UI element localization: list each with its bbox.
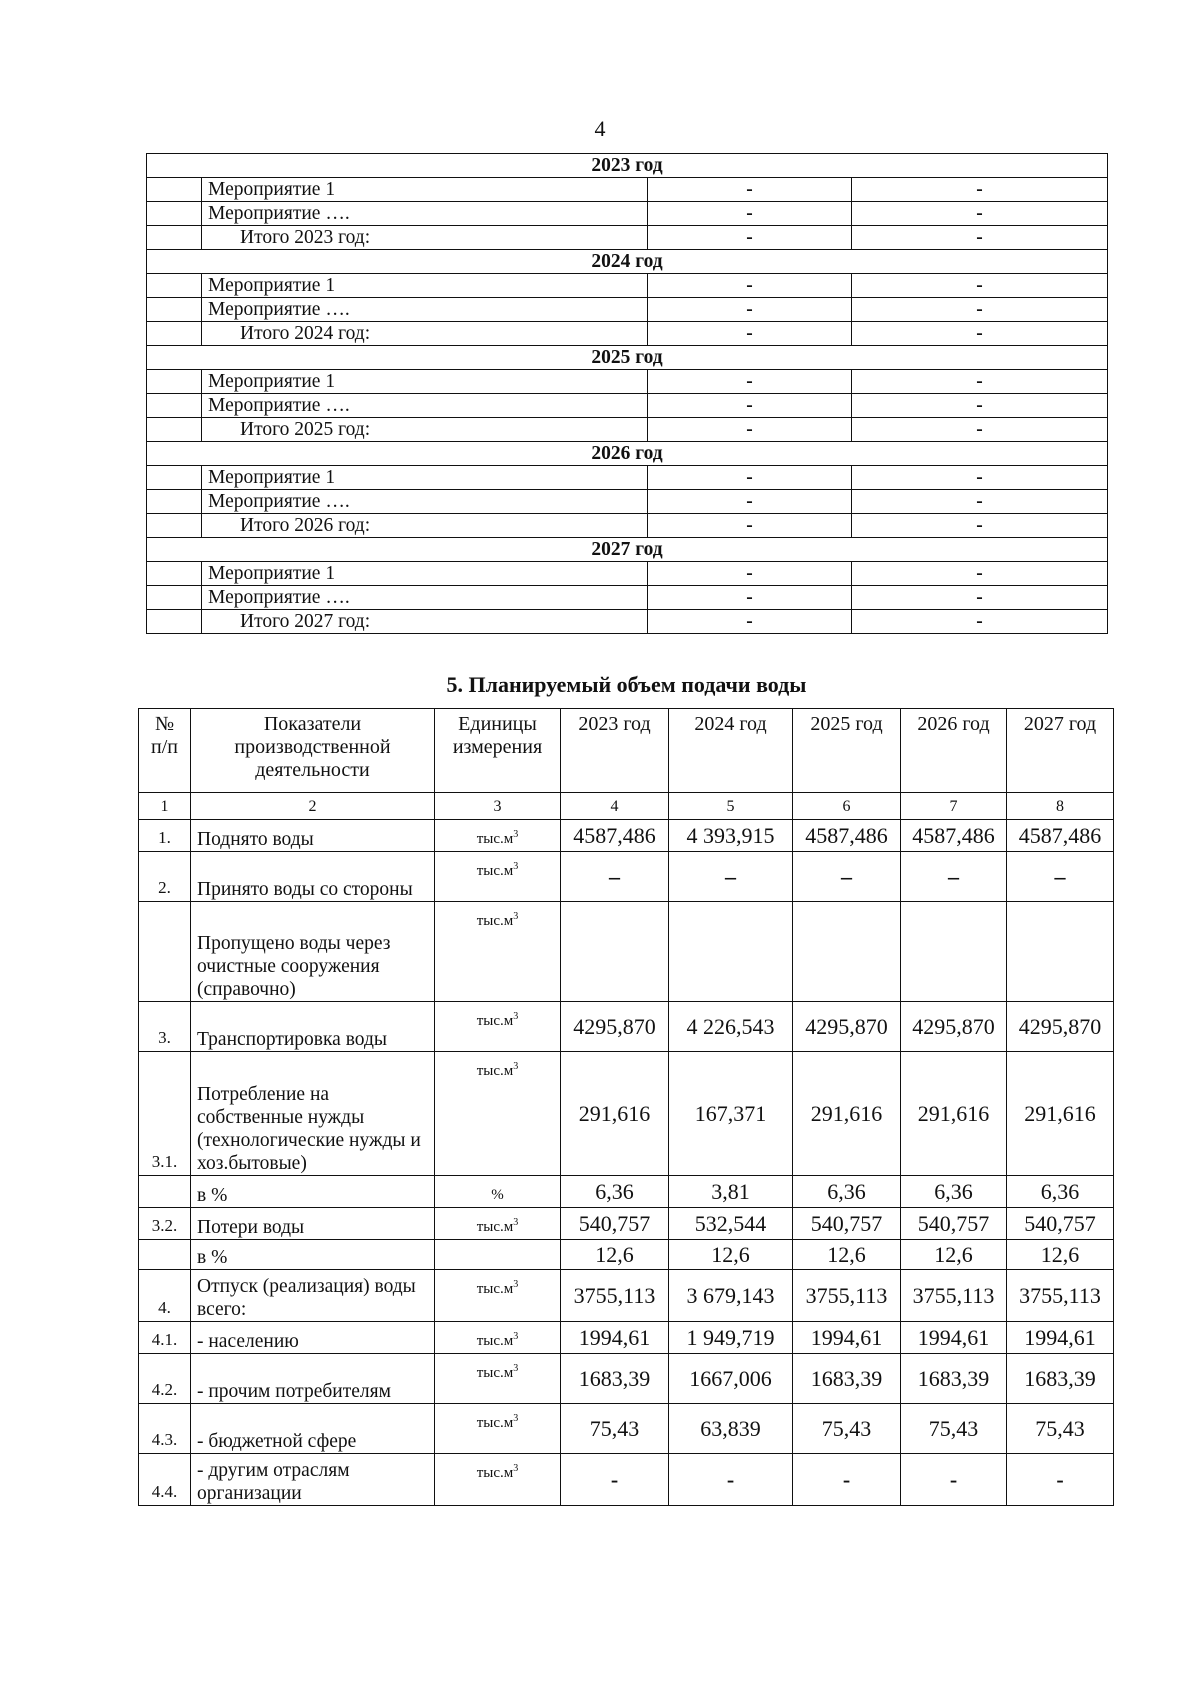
empty-cell <box>147 322 202 346</box>
measure-value: - <box>648 322 852 346</box>
measure-value: - <box>852 514 1108 538</box>
value-cell: 4587,486 <box>793 820 901 852</box>
unit-cell <box>435 1208 561 1240</box>
year-header-row <box>147 538 1108 562</box>
measure-value: - <box>852 370 1108 394</box>
measure-row <box>147 466 1108 490</box>
measure-value: - <box>648 610 852 634</box>
value-cell: 6,36 <box>901 1176 1007 1208</box>
value-cell: 4 226,543 <box>669 1002 793 1052</box>
unit-cell <box>435 1240 561 1270</box>
value-cell: 75,43 <box>793 1404 901 1454</box>
measure-label: Мероприятие 1 <box>202 562 648 586</box>
unit-superscript: 3 <box>513 911 519 922</box>
unit-text: тыс.м <box>476 1013 514 1029</box>
unit-cell <box>435 1176 561 1208</box>
unit-text: тыс.м <box>476 1281 514 1297</box>
measure-row <box>147 178 1108 202</box>
measure-label: Мероприятие …. <box>202 490 648 514</box>
total-label: Итого 2025 год: <box>202 418 648 442</box>
measure-value: - <box>648 418 852 442</box>
column-number: 7 <box>901 793 1007 820</box>
value-cell <box>901 902 1007 1002</box>
measure-row <box>147 322 1108 346</box>
value-cell: 540,757 <box>793 1208 901 1240</box>
value-cell: 1994,61 <box>561 1322 669 1354</box>
unit-cell <box>435 1052 561 1176</box>
indicator-name: Поднято воды <box>191 820 435 852</box>
value-cell: 6,36 <box>1007 1176 1114 1208</box>
value-cell: - <box>669 1454 793 1506</box>
unit-superscript: 3 <box>513 1413 519 1424</box>
row-number: 4.1. <box>139 1322 191 1354</box>
indicator-name: в % <box>191 1176 435 1208</box>
measure-value: - <box>852 610 1108 634</box>
unit-cell <box>435 1404 561 1454</box>
row-number: 4.3. <box>139 1404 191 1454</box>
unit-cell <box>435 902 561 1002</box>
measure-value: - <box>648 202 852 226</box>
unit-superscript: 3 <box>513 1363 519 1374</box>
value-cell: 4295,870 <box>901 1002 1007 1052</box>
value-cell: 3755,113 <box>561 1270 669 1322</box>
row-number: 2. <box>139 852 191 902</box>
value-cell: 4587,486 <box>1007 820 1114 852</box>
column-number: 4 <box>561 793 669 820</box>
measure-row <box>147 514 1108 538</box>
header-row <box>139 709 1114 793</box>
value-cell: 1994,61 <box>793 1322 901 1354</box>
total-label: Итого 2027 год: <box>202 610 648 634</box>
value-cell: 3755,113 <box>901 1270 1007 1322</box>
value-cell: 6,36 <box>561 1176 669 1208</box>
measure-value: - <box>852 298 1108 322</box>
value-cell <box>561 902 669 1002</box>
value-cell: 12,6 <box>793 1240 901 1270</box>
measure-value: - <box>648 370 852 394</box>
measure-value: - <box>852 202 1108 226</box>
total-label: Итого 2023 год: <box>202 226 648 250</box>
value-cell: 3 679,143 <box>669 1270 793 1322</box>
measure-row <box>147 418 1108 442</box>
column-number: 1 <box>139 793 191 820</box>
measure-value: - <box>648 562 852 586</box>
measure-label: Мероприятие …. <box>202 298 648 322</box>
value-cell: 6,36 <box>793 1176 901 1208</box>
value-cell: 1683,39 <box>901 1354 1007 1404</box>
table-row <box>139 1322 1114 1354</box>
indicator-name: Принято воды со стороны <box>191 852 435 902</box>
value-cell: 75,43 <box>901 1404 1007 1454</box>
table-row <box>139 852 1114 902</box>
measure-row <box>147 202 1108 226</box>
total-label: Итого 2024 год: <box>202 322 648 346</box>
measure-label: Мероприятие …. <box>202 586 648 610</box>
year-header-row <box>147 250 1108 274</box>
indicator-name: в % <box>191 1240 435 1270</box>
empty-cell <box>147 418 202 442</box>
measure-row <box>147 274 1108 298</box>
value-cell: 3755,113 <box>793 1270 901 1322</box>
unit-text: тыс.м <box>476 831 514 847</box>
unit-text: тыс.м <box>476 1063 514 1079</box>
value-cell: 4 393,915 <box>669 820 793 852</box>
value-cell: 1994,61 <box>1007 1322 1114 1354</box>
measure-label: Мероприятие 1 <box>202 274 648 298</box>
unit-cell <box>435 820 561 852</box>
measure-label: Мероприятие …. <box>202 202 648 226</box>
measure-value: - <box>648 394 852 418</box>
table-row <box>139 902 1114 1002</box>
value-cell: 540,757 <box>901 1208 1007 1240</box>
value-cell: 1683,39 <box>561 1354 669 1404</box>
unit-superscript: 3 <box>513 1217 519 1228</box>
value-cell: - <box>793 1454 901 1506</box>
measure-value: - <box>648 178 852 202</box>
header-cell: Единицы измерения <box>435 709 561 793</box>
measure-row <box>147 370 1108 394</box>
column-number: 8 <box>1007 793 1114 820</box>
row-number: 3.1. <box>139 1052 191 1176</box>
empty-cell <box>147 586 202 610</box>
value-cell: 291,616 <box>901 1052 1007 1176</box>
row-number: 3. <box>139 1002 191 1052</box>
measure-row <box>147 394 1108 418</box>
value-cell: 4295,870 <box>561 1002 669 1052</box>
indicator-name: - населению <box>191 1322 435 1354</box>
section-title: 5. Планируемый объем подачи воды <box>446 672 807 697</box>
value-cell: 4295,870 <box>793 1002 901 1052</box>
indicator-name: - другим отраслям организации <box>191 1454 435 1506</box>
value-cell: 167,371 <box>669 1052 793 1176</box>
empty-cell <box>147 394 202 418</box>
empty-cell <box>147 490 202 514</box>
measure-label: Мероприятие 1 <box>202 178 648 202</box>
row-number: 4.2. <box>139 1354 191 1404</box>
indicator-name: - бюджетной сфере <box>191 1404 435 1454</box>
value-cell: - <box>901 1454 1007 1506</box>
value-cell: – <box>1007 852 1114 902</box>
value-cell: 291,616 <box>1007 1052 1114 1176</box>
unit-cell <box>435 1270 561 1322</box>
value-cell: 12,6 <box>901 1240 1007 1270</box>
year-heading: 2025 год <box>147 346 1108 370</box>
unit-superscript: 3 <box>513 1279 519 1290</box>
unit-superscript: 3 <box>513 829 519 840</box>
year-header-row <box>147 346 1108 370</box>
row-number: 1. <box>139 820 191 852</box>
measure-value: - <box>852 562 1108 586</box>
water-supply-table <box>138 708 1114 1506</box>
unit-text: тыс.м <box>476 1465 514 1481</box>
value-cell: 540,757 <box>1007 1208 1114 1240</box>
empty-cell <box>147 202 202 226</box>
value-cell: 1667,006 <box>669 1354 793 1404</box>
value-cell: 4587,486 <box>901 820 1007 852</box>
unit-superscript: 3 <box>513 1061 519 1072</box>
measure-row <box>147 298 1108 322</box>
unit-superscript: 3 <box>513 1011 519 1022</box>
indicator-name: Потребление на собственные нужды (технологические нужды и хоз.бытовые) <box>191 1052 435 1176</box>
empty-cell <box>147 298 202 322</box>
row-number <box>139 1176 191 1208</box>
measure-row <box>147 226 1108 250</box>
value-cell: 4587,486 <box>561 820 669 852</box>
header-cell: 2027 год <box>1007 709 1114 793</box>
row-number <box>139 902 191 1002</box>
value-cell: – <box>793 852 901 902</box>
measure-value: - <box>648 514 852 538</box>
row-number: 3.2. <box>139 1208 191 1240</box>
value-cell: 291,616 <box>793 1052 901 1176</box>
unit-text: тыс.м <box>476 1333 514 1349</box>
value-cell: 532,544 <box>669 1208 793 1240</box>
value-cell <box>793 902 901 1002</box>
value-cell: 1683,39 <box>793 1354 901 1404</box>
table-row <box>139 1354 1114 1404</box>
measure-value: - <box>852 394 1108 418</box>
value-cell: 1994,61 <box>901 1322 1007 1354</box>
value-cell: 4295,870 <box>1007 1002 1114 1052</box>
measure-value: - <box>852 274 1108 298</box>
measure-value: - <box>648 466 852 490</box>
value-cell: 12,6 <box>561 1240 669 1270</box>
measure-value: - <box>852 466 1108 490</box>
value-cell: 75,43 <box>561 1404 669 1454</box>
unit-text: тыс.м <box>476 1415 514 1431</box>
unit-superscript: 3 <box>513 1463 519 1474</box>
indicator-name: - прочим потребителям <box>191 1354 435 1404</box>
measure-label: Мероприятие 1 <box>202 370 648 394</box>
column-number: 3 <box>435 793 561 820</box>
column-number-row <box>139 793 1114 820</box>
value-cell: 12,6 <box>1007 1240 1114 1270</box>
header-cell: 2023 год <box>561 709 669 793</box>
measure-value: - <box>852 418 1108 442</box>
measure-label: Мероприятие …. <box>202 394 648 418</box>
row-number: 4. <box>139 1270 191 1322</box>
measure-value: - <box>852 322 1108 346</box>
value-cell: 63,839 <box>669 1404 793 1454</box>
empty-cell <box>147 226 202 250</box>
table-row <box>139 1176 1114 1208</box>
value-cell <box>1007 902 1114 1002</box>
value-cell: 291,616 <box>561 1052 669 1176</box>
total-label: Итого 2026 год: <box>202 514 648 538</box>
unit-text: тыс.м <box>476 1365 514 1381</box>
measures-table <box>146 153 1108 634</box>
measure-value: - <box>648 490 852 514</box>
indicator-name: Потери воды <box>191 1208 435 1240</box>
value-cell: 12,6 <box>669 1240 793 1270</box>
table-row <box>139 1208 1114 1240</box>
year-heading: 2027 год <box>147 538 1108 562</box>
unit-cell <box>435 1002 561 1052</box>
column-number: 6 <box>793 793 901 820</box>
value-cell: 1683,39 <box>1007 1354 1114 1404</box>
measure-value: - <box>852 586 1108 610</box>
unit-text: % <box>491 1187 504 1203</box>
header-cell: Показатели производственной деятельности <box>191 709 435 793</box>
year-header-row <box>147 442 1108 466</box>
year-heading: 2026 год <box>147 442 1108 466</box>
row-number: 4.4. <box>139 1454 191 1506</box>
measure-row <box>147 586 1108 610</box>
unit-cell <box>435 1354 561 1404</box>
measure-row <box>147 610 1108 634</box>
measure-value: - <box>852 178 1108 202</box>
table-row <box>139 1052 1114 1176</box>
unit-text: тыс.м <box>476 1219 514 1235</box>
value-cell: - <box>561 1454 669 1506</box>
year-heading: 2023 год <box>147 154 1108 178</box>
measure-value: - <box>648 586 852 610</box>
page-number: 4 <box>594 116 606 141</box>
value-cell: – <box>669 852 793 902</box>
measure-value: - <box>648 226 852 250</box>
value-cell: - <box>1007 1454 1114 1506</box>
empty-cell <box>147 178 202 202</box>
table-row <box>139 1270 1114 1322</box>
table-row <box>139 1404 1114 1454</box>
measure-value: - <box>648 274 852 298</box>
row-number <box>139 1240 191 1270</box>
header-cell: № п/п <box>139 709 191 793</box>
measure-row <box>147 490 1108 514</box>
value-cell <box>669 902 793 1002</box>
value-cell: 75,43 <box>1007 1404 1114 1454</box>
unit-superscript: 3 <box>513 861 519 872</box>
table-row <box>139 820 1114 852</box>
table-row <box>139 1240 1114 1270</box>
measure-value: - <box>648 298 852 322</box>
unit-cell <box>435 1322 561 1354</box>
unit-superscript: 3 <box>513 1331 519 1342</box>
header-cell: 2026 год <box>901 709 1007 793</box>
column-number: 5 <box>669 793 793 820</box>
table-row <box>139 1454 1114 1506</box>
unit-text: тыс.м <box>476 913 514 929</box>
value-cell: 3755,113 <box>1007 1270 1114 1322</box>
measure-value: - <box>852 490 1108 514</box>
empty-cell <box>147 562 202 586</box>
column-number: 2 <box>191 793 435 820</box>
indicator-name: Пропущено воды через очистные сооружения (справочно) <box>191 902 435 1002</box>
empty-cell <box>147 370 202 394</box>
indicator-name: Отпуск (реализация) воды всего: <box>191 1270 435 1322</box>
empty-cell <box>147 610 202 634</box>
value-cell: 540,757 <box>561 1208 669 1240</box>
header-cell: 2025 год <box>793 709 901 793</box>
indicator-name: Транспортировка воды <box>191 1002 435 1052</box>
year-heading: 2024 год <box>147 250 1108 274</box>
empty-cell <box>147 466 202 490</box>
header-cell: 2024 год <box>669 709 793 793</box>
measure-row <box>147 562 1108 586</box>
value-cell: 3,81 <box>669 1176 793 1208</box>
value-cell: 1 949,719 <box>669 1322 793 1354</box>
unit-text: тыс.м <box>476 863 514 879</box>
year-header-row <box>147 154 1108 178</box>
measure-label: Мероприятие 1 <box>202 466 648 490</box>
unit-cell <box>435 852 561 902</box>
table-row <box>139 1002 1114 1052</box>
value-cell: – <box>901 852 1007 902</box>
value-cell: – <box>561 852 669 902</box>
measure-value: - <box>852 226 1108 250</box>
unit-cell <box>435 1454 561 1506</box>
empty-cell <box>147 274 202 298</box>
empty-cell <box>147 514 202 538</box>
